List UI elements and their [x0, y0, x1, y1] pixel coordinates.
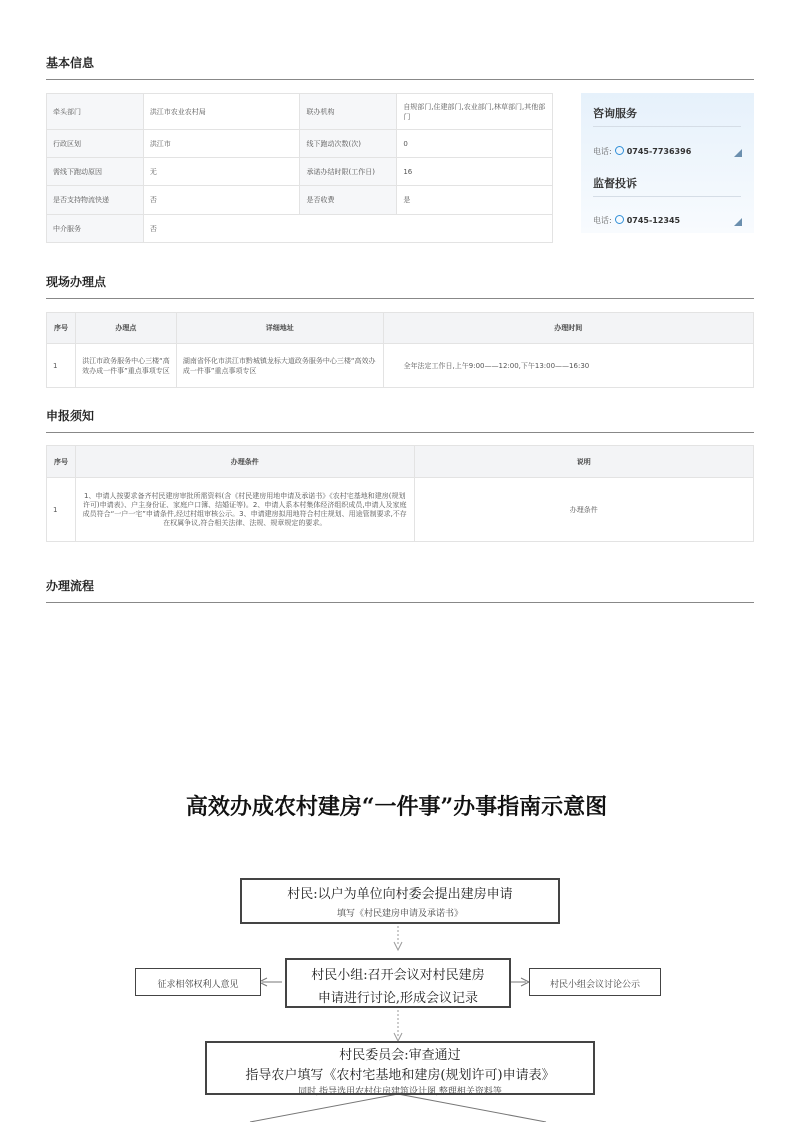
label-agency: 中介服务 — [47, 215, 144, 243]
basic-info-title: 基本信息 — [46, 56, 95, 70]
basic-info-table — [46, 93, 553, 243]
divider — [46, 79, 754, 80]
divider — [46, 298, 754, 299]
step-sub-text: 填写《村民建房申请及承诺书》 — [336, 909, 463, 919]
value-lead-dept: 洪江市农业农村局 — [143, 94, 300, 130]
value-offline-reason: 无 — [143, 158, 300, 186]
label-time-limit: 承诺办结时限(工作日) — [300, 158, 397, 186]
value-fee: 是 — [397, 186, 553, 215]
notice-title: 申报须知 — [46, 409, 95, 423]
step-main-text: 指导农户填写《农村宅基地和建房(规划许可)申请表》 — [245, 1068, 555, 1083]
side-text: 征求相邻权利人意见 — [157, 980, 239, 990]
value-joint-org: 自规部门,住建部门,农业部门,林草部门,其他部门 — [397, 94, 553, 130]
step-main-text: 村民:以户为单位向村委会提出建房申请 — [287, 887, 513, 902]
flow-side-neighbors — [135, 968, 261, 996]
step-main-text: 村民委员会:审查通过 — [339, 1048, 461, 1063]
consult-phone-label: 电话: — [593, 147, 612, 156]
onsite-header-time: 办理时间 — [383, 313, 753, 344]
flow-step-group-meeting — [285, 958, 511, 1008]
label-offline-trips: 线下跑动次数(次) — [300, 130, 397, 158]
notice-table — [46, 445, 754, 542]
divider — [593, 126, 741, 127]
value-agency: 否 — [143, 215, 552, 243]
flow-diagram — [0, 600, 793, 1122]
service-panel — [581, 93, 754, 233]
expand-triangle-icon[interactable] — [734, 218, 742, 226]
flow-step-application — [240, 878, 560, 924]
onsite-address: 湖南省怀化市洪江市黔城镇龙标大道政务服务中心三楼“高效办成一件事”重点事项专区 — [176, 344, 383, 388]
complaint-phone-label: 电话: — [593, 216, 612, 225]
onsite-table — [46, 312, 754, 388]
side-text: 村民小组会议讨论公示 — [549, 980, 640, 990]
onsite-header-address: 详细地址 — [176, 313, 383, 344]
table-row — [47, 344, 754, 388]
step-main-text: 申请进行讨论,形成会议记录 — [317, 991, 479, 1006]
connector-line — [250, 1094, 398, 1122]
onsite-title: 现场办理点 — [46, 275, 107, 289]
phone-icon — [615, 146, 624, 155]
divider — [593, 196, 741, 197]
step-main-text: 村民小组:召开会议对村民建房 — [311, 968, 485, 983]
value-express: 否 — [143, 186, 300, 215]
complaint-phone-row[interactable] — [593, 215, 680, 226]
onsite-no: 1 — [47, 344, 76, 388]
complaint-title: 监督投诉 — [593, 177, 637, 190]
onsite-header-no: 序号 — [47, 313, 76, 344]
label-joint-org: 联办机构 — [300, 94, 397, 130]
label-express: 是否支持物流快递 — [47, 186, 144, 215]
consult-title: 咨询服务 — [593, 107, 637, 120]
notice-header-condition: 办理条件 — [75, 446, 414, 478]
label-fee: 是否收费 — [300, 186, 397, 215]
value-time-limit: 16 — [397, 158, 553, 186]
onsite-header-place: 办理点 — [75, 313, 176, 344]
phone-icon — [615, 215, 624, 224]
flow-side-publicity — [529, 968, 661, 996]
diagram-title: 高效办成农村建房“一件事”办事指南示意图 — [185, 794, 608, 820]
table-row — [47, 478, 754, 542]
notice-header-desc: 说明 — [414, 446, 754, 478]
complaint-phone[interactable]: 0745-12345 — [626, 216, 681, 225]
step-sub-text: 同时,指导选用农村住房建筑设计图,整理相关资料等 — [298, 1087, 502, 1097]
notice-desc: 办理条件 — [414, 478, 754, 542]
label-lead-dept: 牵头部门 — [47, 94, 144, 130]
value-region: 洪江市 — [143, 130, 300, 158]
flow-step-committee — [205, 1041, 595, 1095]
label-region: 行政区划 — [47, 130, 144, 158]
label-offline-reason: 需线下跑动原因 — [47, 158, 144, 186]
process-title: 办理流程 — [46, 579, 95, 593]
divider — [46, 432, 754, 433]
connector-line — [398, 1094, 546, 1122]
consult-phone[interactable]: 0745-7736396 — [626, 147, 692, 156]
notice-no: 1 — [47, 478, 76, 542]
consult-phone-row[interactable] — [593, 146, 691, 157]
onsite-place: 洪江市政务服务中心三楼“高效办成一件事”重点事项专区 — [75, 344, 176, 388]
notice-header-no: 序号 — [47, 446, 76, 478]
value-offline-trips: 0 — [397, 130, 553, 158]
notice-condition: 1、申请人按要求备齐村民建房审批所需资料(含《村民建房用地申请及承诺书》《农村宅基地和建房(规划许可)申请表》、户主身份证、家庭户口簿、结婚证等)。2、申请人系本村集体经济组织成员,申请人及家庭成员符合“一户一宅”申请条件,经过村组审核公示。3、申请建房拟用地符合村庄规划、用途管制要求,不存在权属争议,符合相关法律、法规、规章规定的要求。 — [75, 478, 414, 542]
onsite-time: 全年法定工作日,上午9:00——12:00,下午13:00——16:30 — [383, 344, 753, 388]
expand-triangle-icon[interactable] — [734, 149, 742, 157]
